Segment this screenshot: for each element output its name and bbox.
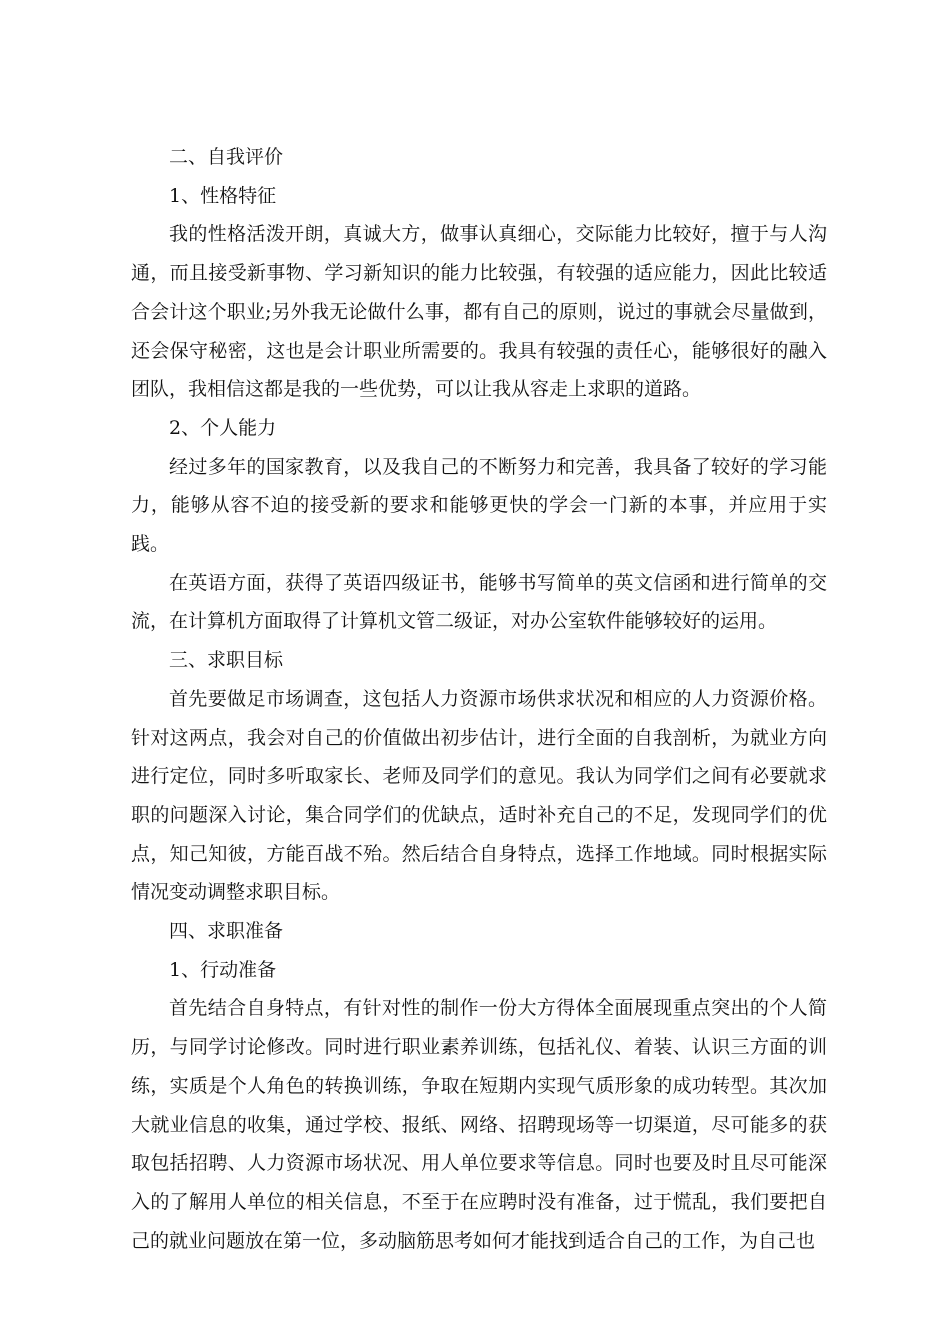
document-body <box>131 138 827 1260</box>
subheading-action-preparation: 1、行动准备 <box>169 958 277 981</box>
section-heading-self-evaluation: 二、自我评价 <box>169 146 284 168</box>
section-heading-job-goal: 三、求职目标 <box>169 649 284 672</box>
subheading-abilities: 2、个人能力 <box>169 416 277 439</box>
subheading-personality: 1、性格特征 <box>169 184 277 207</box>
paragraph-personality: 我的性格活泼开朗，真诚大方，做事认真细心，交际能力比较好，擅于与人沟通，而且接受新事物、学习新知识的能力比较强，有较强的适应能力，因此比较适合会计这个职业;另外我无论做什么事，都有自己的原则，说过的事就会尽量做到，还会保守秘密，这也是会计职业所需要的。我具有较强的责任心，能够很好的融入团队，我相信这都是我的一些优势，可以让我从容走上求职的道路。 <box>131 223 827 401</box>
paragraph-learning-ability: 经过多年的国家教育，以及我自己的不断努力和完善，我具备了较好的学习能力，能够从容不迫的接受新的要求和能够更快的学会一门新的本事，并应用于实践。 <box>131 455 827 556</box>
paragraph-english-computer: 在英语方面，获得了英语四级证书，能够书写简单的英文信函和进行简单的交流，在计算机方面取得了计算机文管二级证，对办公室软件能够较好的运用。 <box>131 571 827 633</box>
paragraph-action-preparation: 首先结合自身特点，有针对性的制作一份大方得体全面展现重点突出的个人简历，与同学讨论修改。同时进行职业素养训练，包括礼仪、着装、认识三方面的训练，实质是个人角色的转换训练，争取在短期内实现气质形象的成功转型。其次加大就业信息的收集，通过学校、报纸、网络、招聘现场等一切渠道，尽可能多的获取包括招聘、人力资源市场状况、用人单位要求等信息。同时也要及时且尽可能深入的了解用人单位的相关信息，不至于在应聘时没有准备，过于慌乱，我们要把自己的就业问题放在第一位，多动脑筋思考如何才能找到适合自己的工作，为自己也 <box>131 997 827 1252</box>
section-heading-job-preparation: 四、求职准备 <box>169 920 284 943</box>
paragraph-job-goal: 首先要做足市场调查，这包括人力资源市场供求状况和相应的人力资源价格。针对这两点，我会对自己的价值做出初步估计，进行全面的自我剖析，为就业方向进行定位，同时多听取家长、老师及同学们的意见。我认为同学们之间有必要就求职的问题深入讨论，集合同学们的优缺点，适时补充自己的不足，发现同学们的优点，知己知彼，方能百战不殆。然后结合自身特点，选择工作地域。同时根据实际情况变动调整求职目标。 <box>131 687 827 904</box>
